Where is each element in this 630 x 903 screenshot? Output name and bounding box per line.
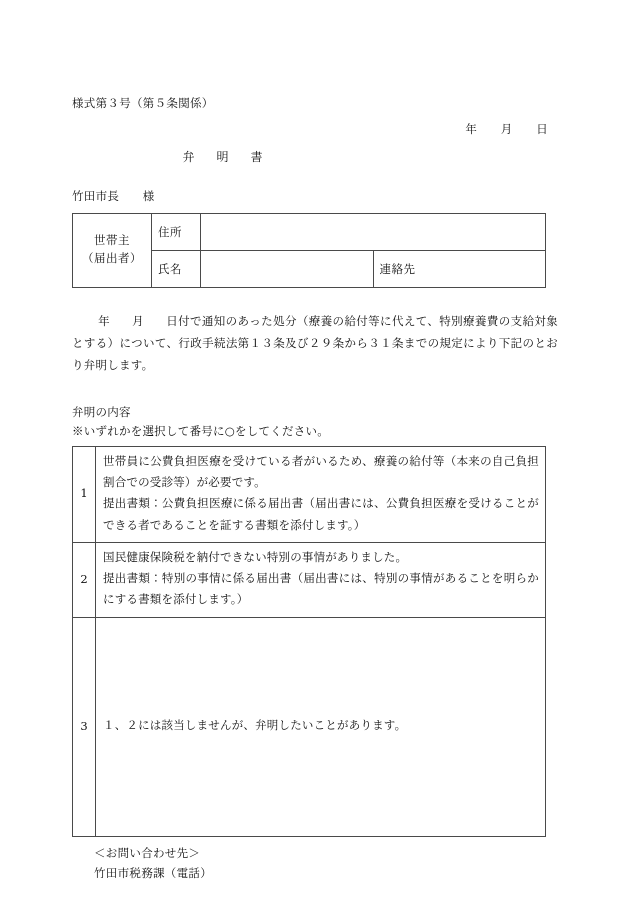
option-line: 世帯員に公費負担医療を受けている者がいるため、療養の給付等（本来の自己負担割合での受診等）が必要です。 xyxy=(103,453,539,490)
option-text-3[interactable] xyxy=(96,617,546,836)
applicant-main-label-line2: （届出者） xyxy=(82,251,142,265)
address-input-field[interactable] xyxy=(201,213,546,250)
body-paragraph-text: 日付で通知のあった処分（療養の給付等に代えて、特別療養費の支給対象とする）について、行政手続法第１３条及び２９条から３１条までの規定により下記のとおり弁明します。 xyxy=(72,313,559,373)
applicant-main-label xyxy=(73,213,152,287)
table-row-address xyxy=(73,213,546,250)
name-input-field[interactable] xyxy=(201,250,374,287)
body-month-label: 月 xyxy=(132,313,145,328)
form-number: 様式第３号（第５条関係） xyxy=(72,96,214,110)
addressee: 竹田市長 様 xyxy=(72,189,155,203)
option-line: １、２には該当しませんが、弁明したいことがあります。 xyxy=(103,718,407,733)
option-number-3[interactable]: 3 xyxy=(73,617,96,836)
body-paragraph xyxy=(72,310,558,377)
table-row[interactable] xyxy=(73,542,546,617)
document-title: 弁 明 書 xyxy=(182,150,268,164)
option-text-2 xyxy=(96,542,546,617)
options-table xyxy=(72,446,546,837)
option-number-1[interactable]: 1 xyxy=(73,446,96,542)
table-row[interactable] xyxy=(73,617,546,836)
option-line: 提出書類：特別の事情に係る届出書（届出書には、特別の事情があることを明らかにする書類を添付します。） xyxy=(103,571,539,607)
contact-detail: 竹田市税務課（電話） xyxy=(94,865,212,880)
contact-heading: ＜お問い合わせ先＞ xyxy=(94,845,201,860)
date-line: 年 月 日 xyxy=(465,121,548,136)
footer-contact xyxy=(72,843,558,883)
applicant-table xyxy=(72,213,546,288)
address-label: 住所 xyxy=(152,213,201,250)
section-note: ※いずれかを選択して番号に○をしてください。 xyxy=(72,424,330,439)
applicant-main-label-line1: 世帯主 xyxy=(94,233,130,248)
section-heading: 弁明の内容 xyxy=(72,404,131,419)
option-line: 国民健康保険税を納付できない特別の事情がありました。 xyxy=(103,549,408,564)
contact-label: 連絡先 xyxy=(373,250,546,287)
option-line: 提出書類：公費負担医療に係る届出書（届出書には、公費負担医療を受けることができる者であることを証する書類を添付します。） xyxy=(103,496,539,532)
body-year-label: 年 xyxy=(98,313,111,328)
table-row[interactable] xyxy=(73,446,546,542)
option-number-2[interactable]: 2 xyxy=(73,542,96,617)
name-label: 氏名 xyxy=(152,250,201,287)
option-text-1 xyxy=(96,446,546,542)
